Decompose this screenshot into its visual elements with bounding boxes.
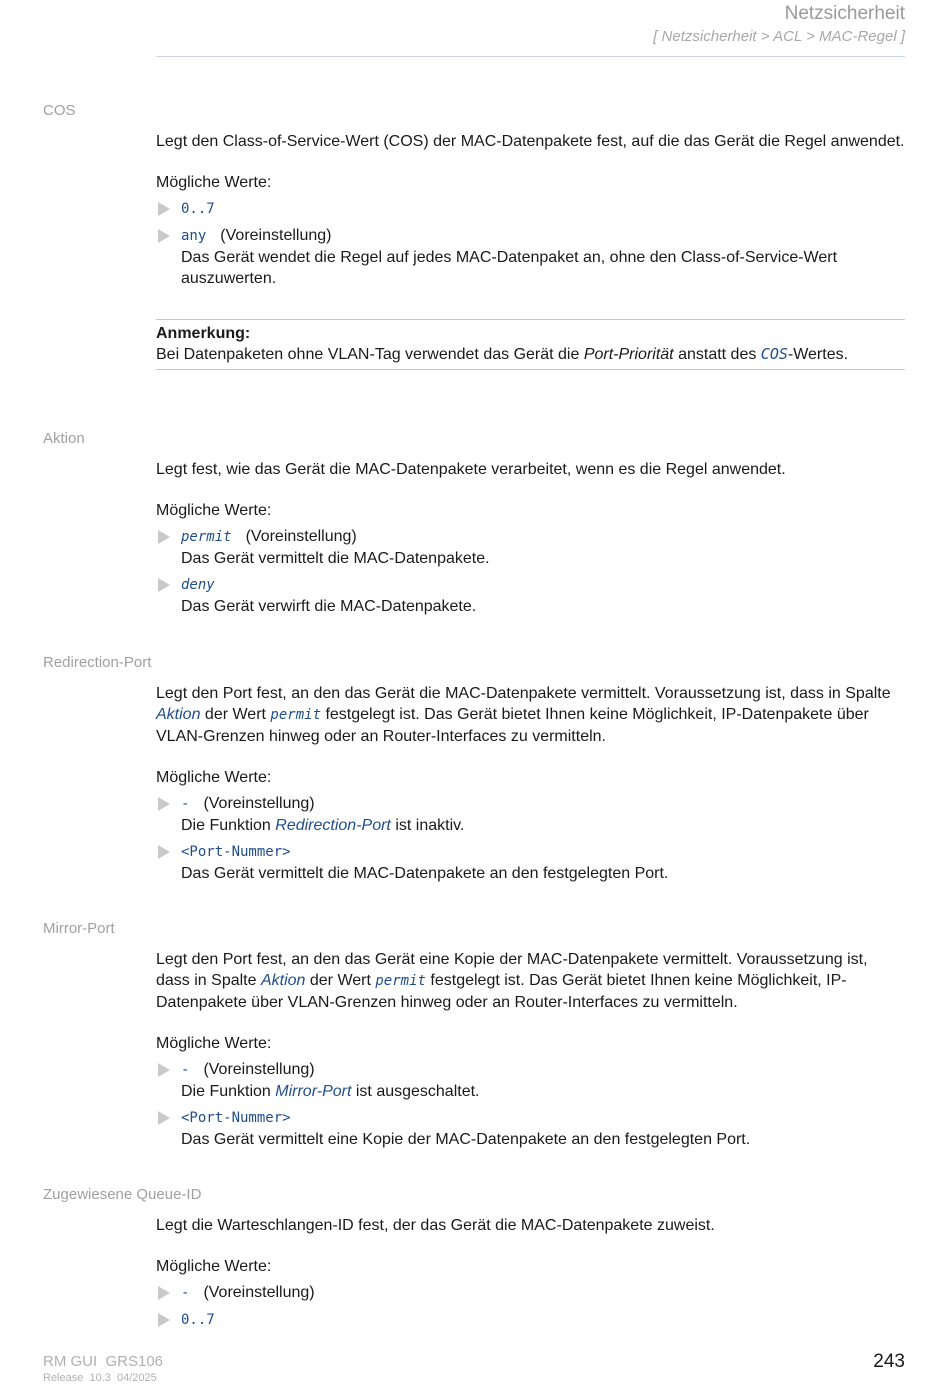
value-code: - [181, 1062, 190, 1078]
value-description [181, 815, 905, 836]
default-marker: (Voreinstellung) [203, 1061, 315, 1078]
note-text [156, 344, 905, 365]
cos-value-any [156, 225, 905, 289]
default-marker: (Voreinstellung) [203, 1284, 315, 1301]
header-divider [156, 56, 905, 57]
section-body-queue-id [156, 1215, 905, 1336]
mirror-value-dash [156, 1059, 905, 1102]
aktion-description: Legt fest, wie das Gerät die MAC-Datenpakete verarbeitet, wenn es die Regel anwendet. [156, 461, 786, 478]
bullet-arrow-icon [158, 845, 170, 859]
value-description: Das Gerät vermittelt die MAC-Datenpakete. [181, 550, 490, 567]
mirror-values-heading: Mögliche Werte: [156, 1035, 272, 1052]
redirection-value-dash [156, 793, 905, 836]
aktion-values-heading: Mögliche Werte: [156, 502, 272, 519]
page-footer [43, 1353, 163, 1385]
note-text-part: Bei Datenpaketen ohne VLAN-Tag verwendet das Gerät die [156, 346, 584, 363]
bullet-arrow-icon [158, 797, 170, 811]
section-label-redirection-port: Redirection-Port [43, 654, 152, 671]
value-description [181, 1081, 905, 1102]
ref-mirror-port: Mirror-Port [275, 1083, 352, 1100]
section-label-queue-id: Zugewiesene Queue-ID [43, 1186, 202, 1203]
document-name: RM GUI GRS106 [43, 1353, 164, 1370]
note-text-part: anstatt des [673, 346, 761, 363]
desc-part: Die Funktion [181, 817, 276, 834]
desc-part: festgelegt ist. Das Gerät bietet Ihnen keine Möglichkeit, IP-Datenpakete über VLAN-Grenzen hinweg oder an Router-Interfaces zu vermitteln. [156, 972, 847, 1011]
desc-part: Die Funktion [181, 1083, 276, 1100]
value-code: any [181, 228, 207, 244]
ref-aktion: Aktion [260, 972, 306, 989]
section-label-cos: COS [43, 102, 76, 119]
queue-description: Legt die Warteschlangen-ID fest, der das Gerät die MAC-Datenpakete zuweist. [156, 1217, 715, 1234]
mirror-description [156, 949, 905, 1013]
value-description: Das Gerät wendet die Regel auf jedes MAC-Datenpaket an, ohne den Class-of-Service-Wert auszuwerten. [181, 249, 838, 287]
desc-part: Legt den Port fest, an den das Gerät eine Kopie der MAC-Datenpakete vermittelt. Voraussetzung ist, dass in Spalte [156, 951, 868, 989]
value-code: <Port-Nummer> [181, 844, 291, 860]
section-label-aktion: Aktion [43, 430, 85, 447]
bullet-arrow-icon [158, 202, 170, 216]
value-code: - [181, 796, 190, 812]
bullet-arrow-icon [158, 1313, 170, 1327]
bullet-arrow-icon [158, 1063, 170, 1077]
ref-redirection-port: Redirection-Port [275, 817, 391, 834]
section-body-mirror-port [156, 949, 905, 1155]
desc-part: ist inaktiv. [390, 817, 465, 834]
aktion-value-deny [156, 574, 905, 617]
aktion-value-permit [156, 526, 905, 569]
desc-part: der Wert [200, 706, 271, 723]
section-label-mirror-port: Mirror-Port [43, 920, 115, 937]
section-body-aktion [156, 459, 905, 622]
cos-values-heading: Mögliche Werte: [156, 174, 272, 191]
note-text-part: -Wertes. [787, 346, 849, 363]
bullet-arrow-icon [158, 1111, 170, 1125]
value-code: <Port-Nummer> [181, 1110, 291, 1126]
value-code: permit [181, 529, 232, 545]
section-body-cos [156, 131, 905, 370]
desc-part: Legt den Port fest, an den das Gerät die MAC-Datenpakete vermittelt. Voraussetzung ist, dass in Spalte [156, 685, 891, 702]
desc-part: der Wert [305, 972, 376, 989]
ref-aktion: Aktion [156, 706, 201, 723]
bullet-arrow-icon [158, 578, 170, 592]
note-box [156, 319, 905, 370]
value-code: deny [181, 577, 215, 593]
bullet-arrow-icon [158, 530, 170, 544]
default-marker: (Voreinstellung) [245, 528, 357, 545]
release-info: Release 10.3 04/2025 [43, 1372, 157, 1384]
chapter-title: Netzsicherheit [784, 3, 905, 24]
default-marker: (Voreinstellung) [203, 795, 315, 812]
breadcrumb: [ Netzsicherheit > ACL > MAC-Regel ] [653, 28, 905, 45]
bullet-arrow-icon [158, 229, 170, 243]
queue-value-dash [156, 1282, 905, 1304]
value-description: Das Gerät verwirft die MAC-Datenpakete. [181, 598, 477, 615]
desc-part: ist ausgeschaltet. [351, 1083, 480, 1100]
value-code: 0..7 [181, 201, 215, 217]
page-number: 243 [873, 1351, 905, 1372]
cos-value-range [156, 198, 905, 220]
note-ref-port-priority: Port-Priorität [583, 346, 674, 363]
redirection-description [156, 683, 905, 747]
note-title: Anmerkung: [156, 325, 251, 342]
value-code: - [181, 1285, 190, 1301]
desc-part: festgelegt ist. Das Gerät bietet Ihnen keine Möglichkeit, IP-Datenpakete über VLAN-Grenzen hinweg oder an Router-Interfaces zu vermitteln. [156, 706, 869, 745]
page-header [653, 3, 905, 47]
code-permit: permit [270, 707, 321, 723]
mirror-value-port-number [156, 1107, 905, 1150]
default-marker: (Voreinstellung) [220, 227, 332, 244]
value-code: 0..7 [181, 1312, 215, 1328]
queue-values-heading: Mögliche Werte: [156, 1258, 272, 1275]
redirection-values-heading: Mögliche Werte: [156, 769, 272, 786]
note-ref-cos: COS [760, 345, 788, 363]
redirection-value-port-number [156, 841, 905, 884]
value-description: Das Gerät vermittelt die MAC-Datenpakete an den festgelegten Port. [181, 865, 669, 882]
code-permit: permit [375, 973, 426, 989]
bullet-arrow-icon [158, 1286, 170, 1300]
value-description: Das Gerät vermittelt eine Kopie der MAC-Datenpakete an den festgelegten Port. [181, 1131, 751, 1148]
queue-value-range [156, 1309, 905, 1331]
cos-description: Legt den Class-of-Service-Wert (COS) der MAC-Datenpakete fest, auf die das Gerät die Regel anwendet. [156, 133, 905, 150]
section-body-redirection-port [156, 683, 905, 889]
